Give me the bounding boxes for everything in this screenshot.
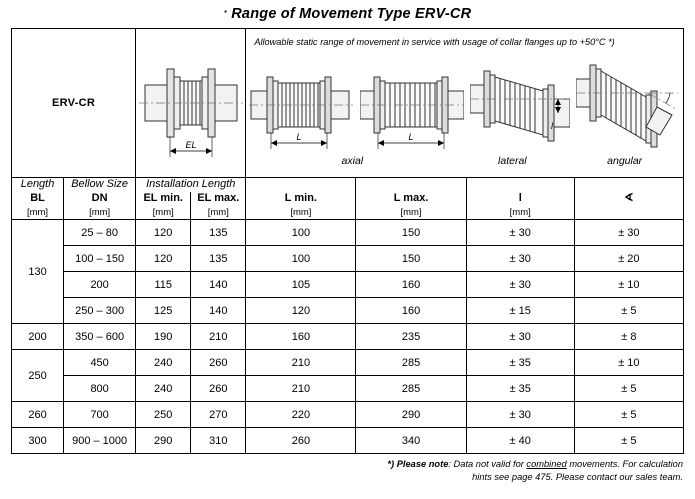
angular-figure <box>576 51 680 159</box>
cell-el-min: 290 <box>136 428 191 454</box>
table-row <box>12 246 684 272</box>
header-bl-label: BL <box>30 191 45 204</box>
cell-dn: 450 <box>64 350 136 376</box>
lateral-figure <box>470 51 570 159</box>
header-bellow-size-label: Bellow Size <box>71 178 129 190</box>
header-el-max-unit <box>191 206 246 220</box>
cell-el-min: 250 <box>136 402 191 428</box>
cell-dn: 250 – 300 <box>64 298 136 324</box>
footnote-line-2: hints see page 475. Please contact our sales team. <box>472 471 683 482</box>
footnote-text-1: : Data not valid for <box>448 459 527 470</box>
cell-bl: 130 <box>12 220 64 324</box>
header-el-max-unit-label: [mm] <box>207 206 229 218</box>
axial-min-figure <box>249 51 353 159</box>
cell-el-min: 120 <box>136 246 191 272</box>
title-text: Range of Movement Type ERV-CR <box>231 6 472 22</box>
cell-l-max: 150 <box>356 220 466 246</box>
header-lateral-l-label: l <box>518 191 522 204</box>
header-angle-label: ∢ <box>624 191 634 204</box>
header-l-min-label: L min. <box>284 191 317 204</box>
table-row <box>12 220 684 246</box>
header-l-min-unit <box>246 206 356 220</box>
cell-angular: ± 5 <box>574 428 683 454</box>
cell-lateral: ± 30 <box>466 272 574 298</box>
cell-l-min: 120 <box>246 298 356 324</box>
header-el-min-label: EL min. <box>143 191 183 204</box>
table-row <box>12 350 684 376</box>
cell-el-min: 115 <box>136 272 191 298</box>
cell-l-min: 160 <box>246 324 356 350</box>
lateral-dim-label: l <box>550 120 553 131</box>
cell-dn: 800 <box>64 376 136 402</box>
header-el-max-label: EL max. <box>197 191 240 204</box>
cell-l-min: 260 <box>246 428 356 454</box>
cell-lateral: ± 15 <box>466 298 574 324</box>
angular-caption: angular <box>607 154 643 167</box>
cell-lateral: ± 35 <box>466 350 574 376</box>
cell-angular: ± 8 <box>574 324 683 350</box>
footnote-text-2: movements. For calculation <box>566 459 683 470</box>
title-bullet: · <box>223 4 229 19</box>
cell-l-min: 100 <box>246 246 356 272</box>
static-range-note: Allowable static range of movement in service with usage of collar flanges up to +50°C *) <box>254 37 615 48</box>
header-row-symbol <box>12 192 684 206</box>
header-el-min-unit <box>136 206 191 220</box>
header-dn <box>64 192 136 206</box>
cell-dn: 900 – 1000 <box>64 428 136 454</box>
cell-lateral: ± 30 <box>466 402 574 428</box>
cell-angular: ± 10 <box>574 272 683 298</box>
cell-l-min: 105 <box>246 272 356 298</box>
cell-angular: ± 20 <box>574 246 683 272</box>
cell-l-max: 235 <box>356 324 466 350</box>
cell-el-max: 260 <box>191 376 246 402</box>
cell-dn: 200 <box>64 272 136 298</box>
cell-bl: 260 <box>12 402 64 428</box>
lateral-drawing <box>470 51 570 159</box>
illustration-row <box>12 29 684 178</box>
axial-max-figure <box>360 51 464 159</box>
cell-l-min: 100 <box>246 220 356 246</box>
cell-el-max: 140 <box>191 298 246 324</box>
cell-lateral: ± 30 <box>466 246 574 272</box>
cell-el-min: 125 <box>136 298 191 324</box>
brand-label: ERV-CR <box>12 29 136 178</box>
header-lateral-l-unit <box>466 206 574 220</box>
cell-l-max: 160 <box>356 272 466 298</box>
cell-dn: 700 <box>64 402 136 428</box>
cell-el-max: 140 <box>191 272 246 298</box>
header-el-min-unit-label: [mm] <box>152 206 174 218</box>
cell-l-max: 285 <box>356 376 466 402</box>
header-installation-length-label: Installation Length <box>146 178 236 190</box>
angular-drawing <box>576 51 680 159</box>
header-el-max <box>191 192 246 206</box>
header-length-label: Length <box>20 178 55 190</box>
cell-el-min: 190 <box>136 324 191 350</box>
table-row <box>12 376 684 402</box>
header-installation-length <box>136 178 246 192</box>
movement-figures-cell <box>246 29 684 178</box>
cell-bl: 200 <box>12 324 64 350</box>
lateral-caption: lateral <box>498 154 527 167</box>
cell-l-min: 210 <box>246 376 356 402</box>
cell-el-max: 260 <box>191 350 246 376</box>
header-bl <box>12 192 64 206</box>
header-length <box>12 178 64 192</box>
installation-length-figure <box>136 29 246 178</box>
footnote-line-1 <box>10 458 683 471</box>
table-row <box>12 402 684 428</box>
header-lateral-l <box>466 192 574 206</box>
header-l-max-unit <box>356 206 466 220</box>
cell-l-min: 210 <box>246 350 356 376</box>
cell-el-min: 240 <box>136 376 191 402</box>
cell-el-max: 310 <box>191 428 246 454</box>
header-angle <box>574 192 683 206</box>
header-lmax-group <box>356 178 466 192</box>
cell-angular: ± 30 <box>574 220 683 246</box>
cell-el-min: 120 <box>136 220 191 246</box>
table-row <box>12 428 684 454</box>
header-lmin-group <box>246 178 356 192</box>
header-bl-unit-label: [mm] <box>26 206 49 218</box>
header-l-max <box>356 192 466 206</box>
header-l-max-unit-label: [mm] <box>400 206 422 218</box>
axial-max-drawing <box>360 51 464 159</box>
axial-min-dim-label: L <box>296 131 302 142</box>
cell-dn: 25 – 80 <box>64 220 136 246</box>
footnote-marker: *) Please note <box>387 459 449 470</box>
footnote <box>10 458 685 483</box>
header-dn-unit-label: [mm] <box>89 206 111 218</box>
cell-dn: 350 – 600 <box>64 324 136 350</box>
cell-l-max: 290 <box>356 402 466 428</box>
cell-el-max: 135 <box>191 220 246 246</box>
cell-lateral: ± 30 <box>466 324 574 350</box>
cell-l-max: 160 <box>356 298 466 324</box>
cell-angular: ± 5 <box>574 402 683 428</box>
page-title <box>0 0 695 28</box>
header-row-units <box>12 206 684 220</box>
header-dn-unit <box>64 206 136 220</box>
table-row <box>12 298 684 324</box>
axial-caption: axial <box>341 154 364 167</box>
cell-dn: 100 – 150 <box>64 246 136 272</box>
axial-min-drawing <box>249 51 353 159</box>
cell-lateral: ± 30 <box>466 220 574 246</box>
cell-bl: 250 <box>12 350 64 402</box>
header-row-group <box>12 178 684 192</box>
footnote-underlined: combined <box>526 459 567 470</box>
cell-lateral: ± 35 <box>466 376 574 402</box>
header-l-min <box>246 192 356 206</box>
table-row <box>12 272 684 298</box>
cell-l-max: 285 <box>356 350 466 376</box>
header-l-max-label: L max. <box>393 191 429 204</box>
header-dn-label: DN <box>91 191 108 204</box>
header-angle-unit <box>574 206 683 220</box>
install-length-drawing <box>137 33 245 173</box>
header-lateral-group <box>466 178 574 192</box>
header-l-min-unit-label: [mm] <box>290 206 312 218</box>
cell-l-max: 150 <box>356 246 466 272</box>
movement-range-table <box>11 28 684 454</box>
cell-el-max: 270 <box>191 402 246 428</box>
header-lateral-l-unit-label: [mm] <box>509 206 531 218</box>
cell-el-max: 135 <box>191 246 246 272</box>
table-row <box>12 324 684 350</box>
header-angular-group <box>574 178 683 192</box>
header-el-min <box>136 192 191 206</box>
cell-el-min: 240 <box>136 350 191 376</box>
cell-el-max: 210 <box>191 324 246 350</box>
cell-bl: 300 <box>12 428 64 454</box>
header-bl-unit <box>12 206 64 220</box>
cell-lateral: ± 40 <box>466 428 574 454</box>
axial-max-dim-label: L <box>408 131 414 142</box>
cell-angular: ± 5 <box>574 376 683 402</box>
cell-l-min: 220 <box>246 402 356 428</box>
cell-l-max: 340 <box>356 428 466 454</box>
cell-angular: ± 5 <box>574 298 683 324</box>
install-length-dim-label: EL <box>185 140 197 150</box>
header-bellow-size <box>64 178 136 192</box>
cell-angular: ± 10 <box>574 350 683 376</box>
